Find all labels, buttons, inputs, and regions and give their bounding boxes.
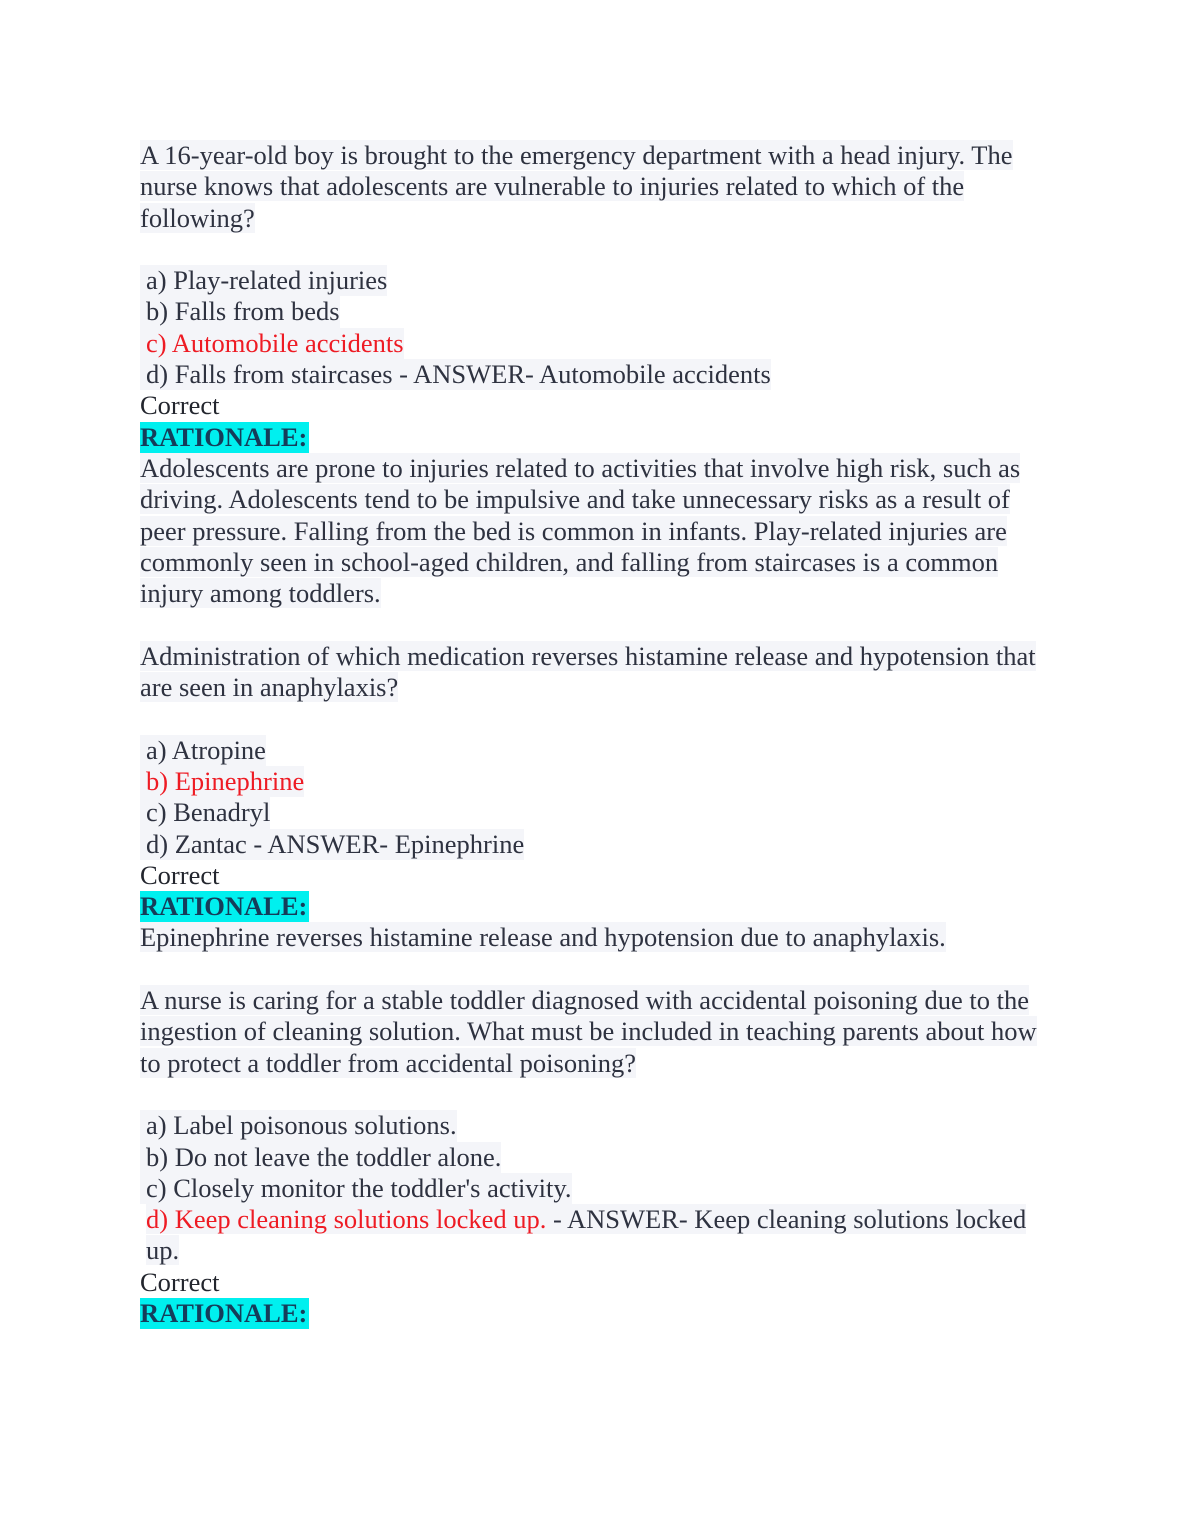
question-3-option-a: a) Label poisonous solutions. <box>140 1110 1060 1141</box>
question-1-option-c: c) Automobile accidents <box>140 328 1060 359</box>
question-3-answer-suffix: - ANSWER- Keep cleaning solutions locked up. <box>146 1204 1027 1266</box>
question-1-rationale-heading: RATIONALE: <box>140 421 308 452</box>
question-2-correct-label: Correct <box>140 859 220 890</box>
question-1-rationale-text: Adolescents are prone to injuries related to activities that involve high risk, such as driving. Adolescents tend to be impulsive and take unnecessary risks as a result of peer pressure. Falling from the bed is common in infants. Play-related injuries are commonly seen in school-aged children, and falling from staircases is a common injury among toddlers. <box>140 452 1021 609</box>
question-3-rationale-heading: RATIONALE: <box>140 1297 308 1328</box>
question-1-option-d: d) Falls from staircases - ANSWER- Automobile accidents <box>140 359 1060 390</box>
question-2-option-d: d) Zantac - ANSWER- Epinephrine <box>140 829 1060 860</box>
question-1-correct-label: Correct <box>140 390 220 421</box>
question-1-option-a: a) Play-related injuries <box>140 265 1060 296</box>
question-3-correct-label: Correct <box>140 1266 220 1297</box>
question-1-option-b: b) Falls from beds <box>140 296 1060 327</box>
question-2-option-b: b) Epinephrine <box>140 766 1060 797</box>
question-2-rationale-text: Epinephrine reverses histamine release and hypotension due to anaphylaxis. <box>140 922 946 953</box>
question-2-option-a: a) Atropine <box>140 735 1060 766</box>
question-2-stem: Administration of which medication reverses histamine release and hypotension that are seen in anaphylaxis? <box>140 640 1036 703</box>
question-3-option-c: c) Closely monitor the toddler's activity. <box>140 1173 1060 1204</box>
document-page <box>140 140 1060 1329</box>
question-3-option-b: b) Do not leave the toddler alone. <box>140 1142 1060 1173</box>
question-2-option-c: c) Benadryl <box>140 797 1060 828</box>
question-1-stem: A 16-year-old boy is brought to the emergency department with a head injury. The nurse knows that adolescents are vulnerable to injuries related to which of the following? <box>140 140 1013 233</box>
question-2-rationale-heading: RATIONALE: <box>140 891 308 922</box>
question-3-option-d: d) Keep cleaning solutions locked up. - ANSWER- Keep cleaning solutions locked up. <box>146 1204 1027 1266</box>
question-3-stem: A nurse is caring for a stable toddler diagnosed with accidental poisoning due to the ingestion of cleaning solution. What must be included in teaching parents about how to protect a toddler from accidental poisoning? <box>140 985 1037 1078</box>
